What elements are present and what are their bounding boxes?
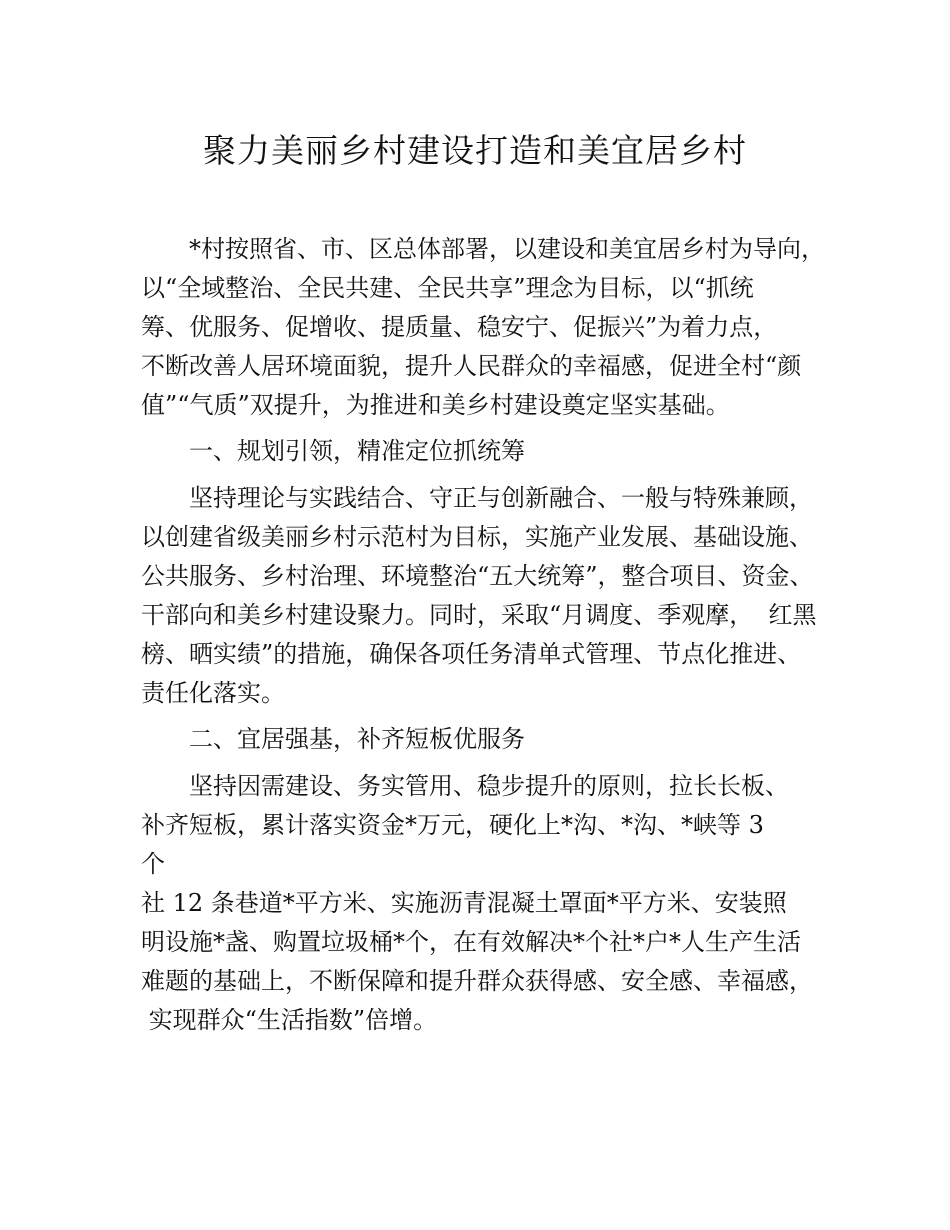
paragraph-line: 榜、晒实绩”的措施，确保各项任务清单式管理、节点化推进、 xyxy=(141,640,802,668)
paragraph-line: 难题的基础上，不断保障和提升群众获得感、安全感、幸福感， xyxy=(141,967,813,995)
paragraph-line: 实现群众“生活指数”倍增。 xyxy=(141,1006,438,1034)
section-heading: 二、宜居强基，补齐短板优服务 xyxy=(189,725,525,753)
paragraph-line: 明设施*盏、购置垃圾桶*个，在有效解决*个社*户*人生产生活 xyxy=(141,928,801,956)
paragraph-line: 补齐短板，累计落实资金*万元，硬化上*沟、*沟、*峡等 3 xyxy=(141,811,764,839)
paragraph-line: 社 12 条巷道*平方米、实施沥青混凝土罩面*平方米、安装照 xyxy=(141,889,787,917)
paragraph-line: 干部向和美乡村建设聚力。同时，采取“月调度、季观摩， 红黑 xyxy=(141,601,817,629)
paragraph-line: 坚持理论与实践结合、守正与创新融合、一般与特殊兼顾， xyxy=(189,484,813,512)
paragraph-line: 个 xyxy=(141,850,165,878)
paragraph-line: 公共服务、乡村治理、环境整治“五大统筹”，整合项目、资金、 xyxy=(141,562,814,590)
paragraph-line: *村按照省、市、区总体部署，以建设和美宜居乡村为导向， xyxy=(189,235,825,263)
section-heading: 一、规划引领，精准定位抓统筹 xyxy=(189,437,525,465)
document-title: 聚力美丽乡村建设打造和美宜居乡村 xyxy=(203,131,747,170)
paragraph-line: 值”“气质”双提升，为推进和美乡村建设奠定坚实基础。 xyxy=(141,391,730,419)
paragraph-line: 责任化落实。 xyxy=(141,679,285,707)
paragraph-line: 以创建省级美丽乡村示范村为目标，实施产业发展、基础设施、 xyxy=(141,523,813,551)
paragraph-line: 以“全域整治、全民共建、全民共享”理念为目标，以“抓统 xyxy=(141,274,754,302)
paragraph-line: 坚持因需建设、务实管用、稳步提升的原则，拉长长板、 xyxy=(189,772,789,800)
paragraph-line: 不断改善人居环境面貌，提升人民群众的幸福感，促进全村“颜 xyxy=(141,352,802,380)
paragraph-line: 筹、优服务、促增收、提质量、稳安宁、促振兴”为着力点， xyxy=(141,313,778,341)
